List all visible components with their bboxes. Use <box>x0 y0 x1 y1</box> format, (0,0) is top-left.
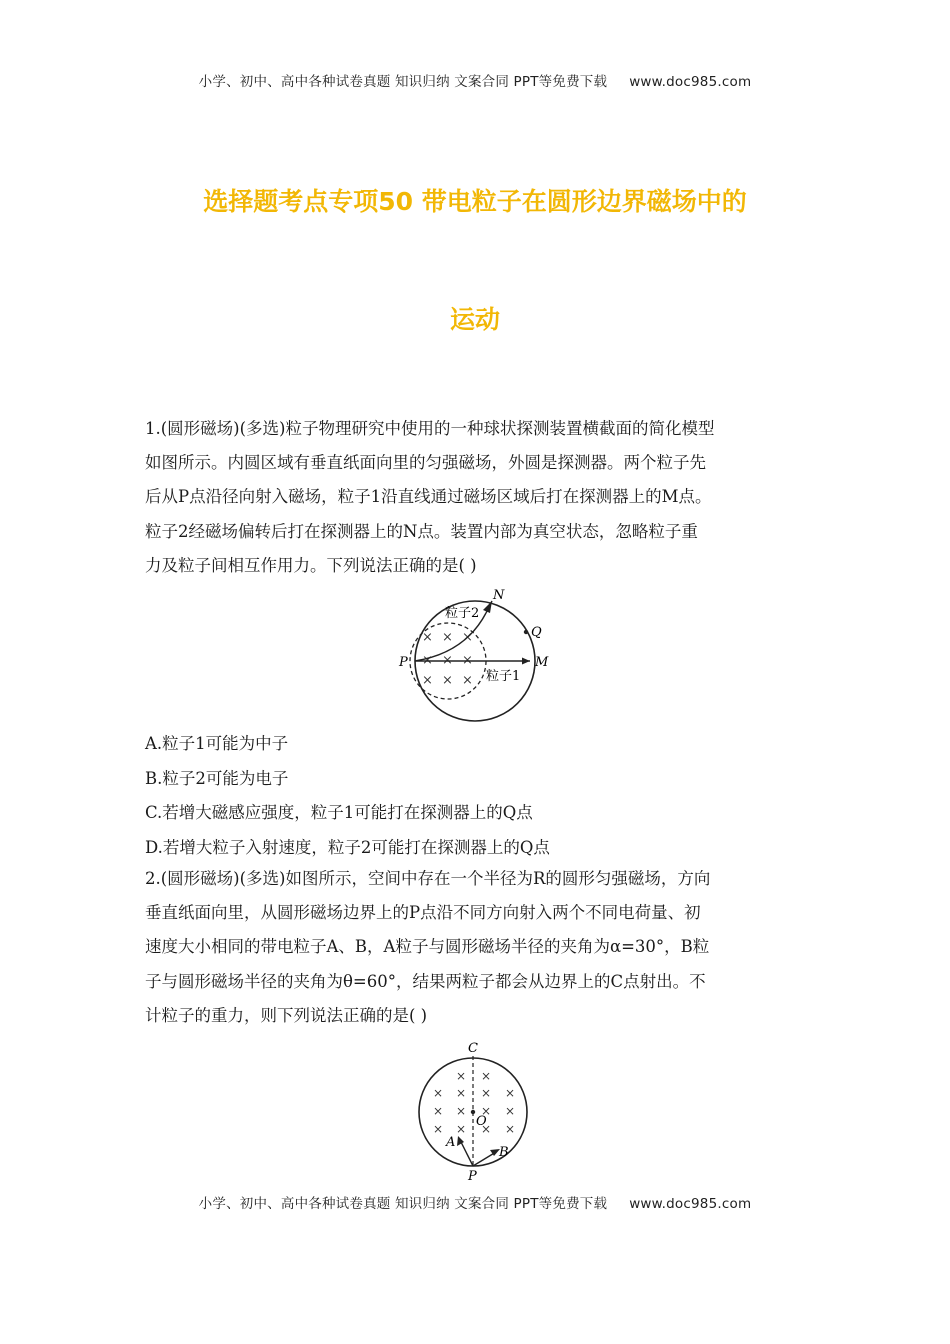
point-q-dot <box>524 630 528 634</box>
field-cross: × <box>422 630 433 645</box>
page-title-line2: 运动 <box>449 305 500 334</box>
option-b[interactable]: B.粒子2可能为电子 <box>145 769 289 788</box>
field-cross: × <box>481 1104 492 1118</box>
question-2-line: 垂直纸面向里，从圆形磁场边界上的P点沿不同方向射入两个不同电荷量、初 <box>145 903 701 923</box>
field-cross: × <box>442 673 453 688</box>
particle-b-velocity <box>473 1152 496 1166</box>
question-1-line: 后从P点沿径向射入磁场，粒子1沿直线通过磁场区域后打在探测器上的M点。 <box>145 487 712 507</box>
question-1-line: 粒子2经磁场偏转后打在探测器上的N点。装置内部为真空状态，忽略粒子重 <box>145 521 698 541</box>
field-cross: × <box>481 1069 492 1083</box>
field-cross: × <box>456 1104 467 1118</box>
question-1 <box>145 412 810 583</box>
label-c: C <box>468 1041 478 1056</box>
option-d[interactable]: D.若增大粒子入射速度，粒子2可能打在探测器上的Q点 <box>145 838 550 857</box>
field-cross: × <box>462 630 473 645</box>
field-cross: × <box>442 630 453 645</box>
particle-a-velocity <box>460 1140 473 1166</box>
question-2-line: 2.(圆形磁场)(多选)如图所示，空间中存在一个半径为R的圆形匀强磁场，方向 <box>145 869 711 888</box>
header-url[interactable]: www.doc985.com <box>629 74 752 90</box>
field-cross: × <box>456 1069 467 1083</box>
label-p: P <box>399 655 408 670</box>
question-2-line: 子与圆形磁场半径的夹角为θ=60°，结果两粒子都会从边界上的C点射出。不 <box>145 971 706 991</box>
label-q: Q <box>531 625 542 640</box>
field-cross: × <box>433 1086 444 1100</box>
field-cross: × <box>505 1104 516 1118</box>
page-footer <box>0 1192 950 1212</box>
field-cross: × <box>433 1104 444 1118</box>
label-particle-1: 粒子1 <box>486 669 521 684</box>
question-1-line: 力及粒子间相互作用力。下列说法正确的是( ) <box>145 555 477 575</box>
label-particle-2: 粒子2 <box>445 606 480 621</box>
label-m: M <box>535 655 549 670</box>
field-cross: × <box>462 673 473 688</box>
question-1-figure <box>390 583 560 723</box>
field-cross: × <box>433 1122 444 1136</box>
center-o-dot <box>471 1110 475 1114</box>
field-cross: × <box>456 1086 467 1100</box>
field-cross: × <box>456 1122 467 1136</box>
question-1-line: 1.(圆形磁场)(多选)粒子物理研究中使用的一种球状探测装置横截面的简化模型 <box>145 419 715 438</box>
header-text: 小学、初中、高中各种试卷真题 知识归纳 文案合同 PPT等免费下载 <box>198 74 608 90</box>
footer-url[interactable]: www.doc985.com <box>629 1196 752 1212</box>
question-2-figure <box>410 1036 540 1182</box>
label-n: N <box>493 588 505 603</box>
field-cross: × <box>505 1122 516 1136</box>
field-cross: × <box>481 1086 492 1100</box>
field-cross: × <box>481 1122 492 1136</box>
field-cross: × <box>442 653 453 668</box>
field-cross: × <box>422 673 433 688</box>
page-header <box>0 70 950 90</box>
question-2-line: 速度大小相同的带电粒子A、B，A粒子与圆形磁场半径的夹角为α=30°，B粒 <box>145 937 710 957</box>
option-a[interactable]: A.粒子1可能为中子 <box>145 734 289 753</box>
page-title: 选择题考点专项50 带电粒子在圆形边界磁场中的 <box>203 187 747 216</box>
question-2-line: 计粒子的重力，则下列说法正确的是( ) <box>145 1005 428 1025</box>
label-p: P <box>468 1169 477 1182</box>
field-cross: × <box>505 1086 516 1100</box>
field-cross: × <box>462 653 473 668</box>
label-a: A <box>446 1135 456 1150</box>
question-1-line: 如图所示。内圆区域有垂直纸面向里的匀强磁场，外圆是探测器。两个粒子先 <box>145 453 706 473</box>
field-cross-group <box>433 1069 515 1136</box>
label-b: B <box>499 1145 509 1160</box>
label-o: O <box>476 1114 487 1129</box>
option-c[interactable]: C.若增大磁感应强度，粒子1可能打在探测器上的Q点 <box>145 803 533 822</box>
footer-text: 小学、初中、高中各种试卷真题 知识归纳 文案合同 PPT等免费下载 <box>198 1196 608 1212</box>
field-cross: × <box>422 653 433 668</box>
question-2 <box>145 862 810 1033</box>
particle-1-arrow <box>522 658 530 665</box>
